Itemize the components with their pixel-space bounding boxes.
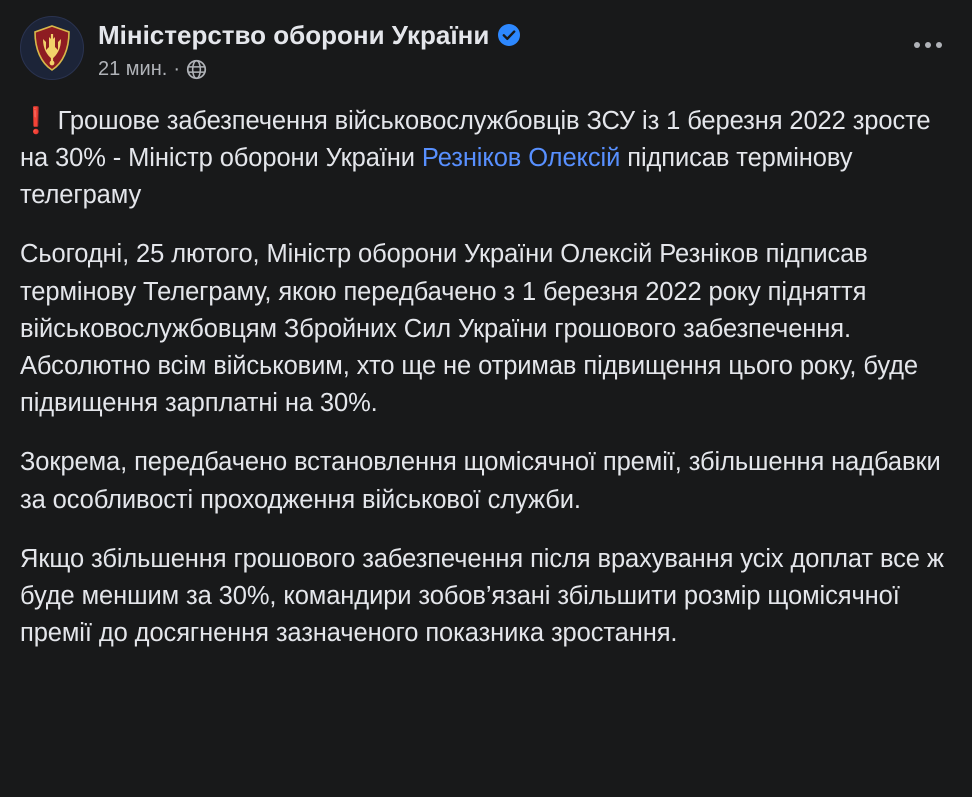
- post-body: [20, 103, 952, 653]
- post-meta-row: [98, 58, 521, 81]
- globe-icon[interactable]: [186, 59, 207, 80]
- dot-2: [925, 42, 931, 48]
- page-name[interactable]: Міністерство оборони України: [98, 20, 490, 50]
- post-headline: [20, 103, 952, 215]
- more-options-button[interactable]: [908, 30, 948, 60]
- author-name-row: [98, 20, 521, 51]
- post-paragraph-2: Абсолютно всім військовим, хто ще не отримав підвищення цього року, буде підвищення зарплатні на 30%.: [20, 351, 919, 418]
- post-author-block: [98, 16, 521, 81]
- mention-link-reznikov[interactable]: Резніков Олексій: [421, 143, 621, 172]
- meta-separator: ·: [173, 57, 180, 80]
- post-header: [20, 16, 952, 81]
- post-paragraph-4: Якщо збільшення грошового забезпечення після врахування усіх доплат все ж буде меншим за 30%, командири зобов’язані збільшити розмір щомісячної премії до досягнення зазначеного показника зростання.: [20, 544, 944, 648]
- headline-text-after-mention: підписав термінову телеграму: [20, 143, 853, 210]
- ministry-of-defence-emblem-icon: [32, 25, 72, 71]
- verified-badge-icon: [497, 23, 521, 47]
- avatar[interactable]: [20, 16, 84, 80]
- dot-3: [936, 42, 942, 48]
- dot-1: [914, 42, 920, 48]
- headline-text-before-mention: Грошове забезпечення військовослужбовців ЗСУ із 1 березня 2022 зросте на 30% - Міністр оборони України: [20, 106, 931, 172]
- post-timestamp[interactable]: 21 мин.: [98, 57, 168, 80]
- post-paragraph-1: Сьогодні, 25 лютого, Міністр оборони України Олексій Резніков підписав термінову Телеграму, якою передбачено з 1 березня 2022 року підняття військовослужбовцям Збройних Сил України грошового забезпечення.: [20, 240, 868, 343]
- warning-icon: ❗: [20, 106, 52, 135]
- post-paragraph-3: Зокрема, передбачено встановлення щомісячної премії, збільшення надбавки за особливості проходження військової служби.: [20, 448, 941, 514]
